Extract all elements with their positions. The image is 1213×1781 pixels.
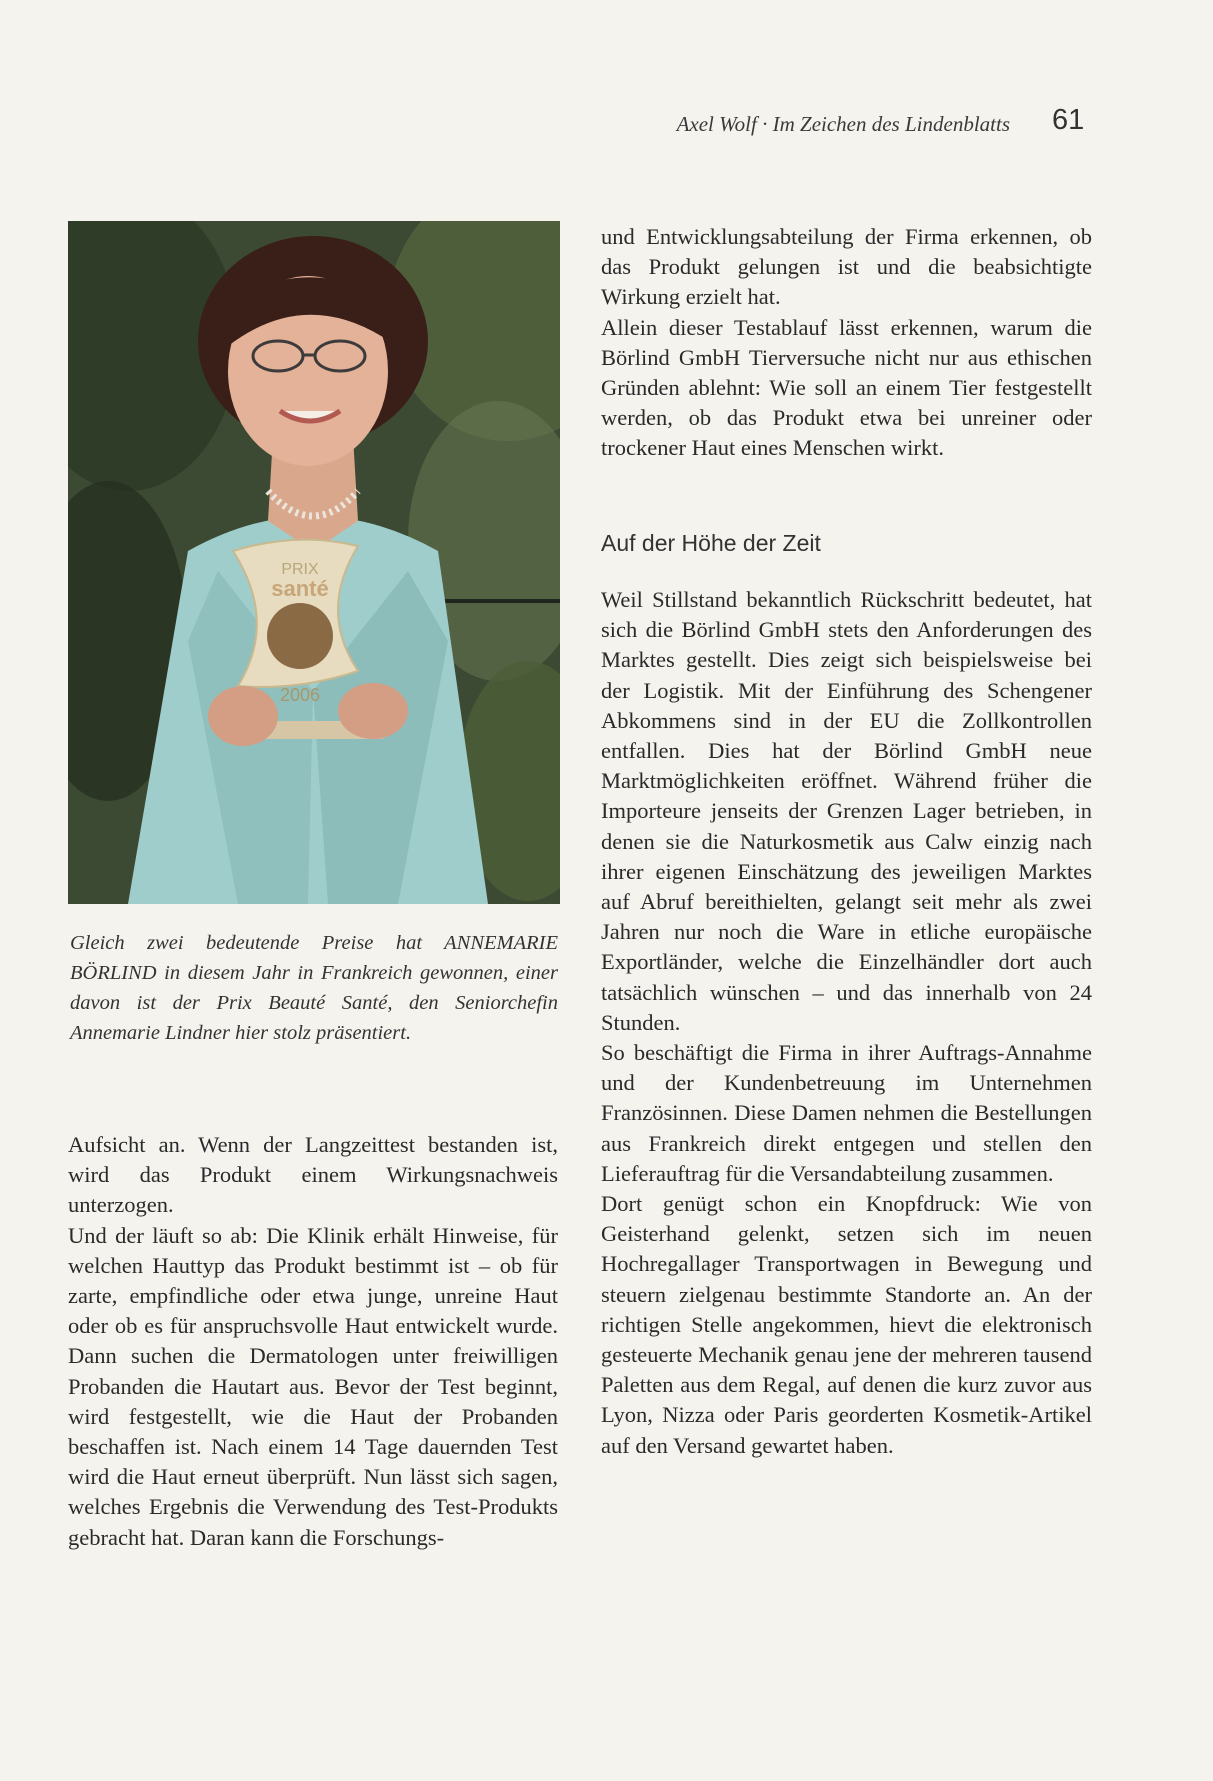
paragraph: und Entwicklungsabteilung der Firma erkennen, ob das Produkt gelungen ist und die beabsichtigte Wirkung erzielt hat.: [601, 224, 1092, 310]
right-column-bottom: [601, 585, 1092, 1461]
section-heading: Auf der Höhe der Zeit: [601, 530, 821, 556]
award-line-2: santé: [271, 576, 329, 601]
paragraph: Weil Stillstand bekanntlich Rückschritt bedeutet, hat sich die Börlind GmbH stets den Anforderungen des Marktes gestellt. Dies zeigt sich beispielsweise bei der Logistik. Mit der Einführung des Schengener Abkommens sind in der EU die Zollkontrollen entfallen. Dies hat der Börlind GmbH neue Marktmöglichkeiten eröffnet. Während früher die Importeure jenseits der Grenzen Lager betrieben, in denen sie die Naturkosmetik aus Calw einzig nach ihrer eigenen Einschätzung des jeweiligen Marktes auf Abruf bereithielten, gelangt seit mehr als zwei Jahren nur noch die Ware in etliche europäische Exportländer, welche die Einzelhändler dort auch tatsächlich wünschen – und das innerhalb von 24 Stunden.: [601, 587, 1092, 1035]
photo-caption: Gleich zwei bedeutende Preise hat ANNEMARIE BÖRLIND in diesem Jahr in Frankreich gewonnen, einer davon ist der Prix Beauté Santé, den Seniorchefin Annemarie Lindner hier stolz präsentiert.: [70, 932, 558, 1044]
paragraph: Aufsicht an. Wenn der Langzeittest bestanden ist, wird das Produkt einem Wirkungsnachweis unterzogen.: [68, 1132, 558, 1218]
paragraph: So beschäftigt die Firma in ihrer Auftrags-Annahme und der Kundenbetreuung im Unternehmen Französinnen. Diese Damen nehmen die Bestellungen aus Frankreich direkt entgegen und stellen den Lieferauftrag für die Versandabteilung zusammen.: [601, 1040, 1092, 1186]
portrait-photo: [68, 221, 560, 904]
paragraph: Allein dieser Testablauf lässt erkennen, warum die Börlind GmbH Tierversuche nicht nur aus ethischen Gründen ablehnt: Wie soll an einem Tier festgestellt werden, ob das Produkt etwa bei unreiner oder trockener Haut eines Menschen wirkt.: [601, 314, 1092, 461]
right-column-top: [601, 222, 1092, 464]
award-line-3: 2006: [279, 685, 321, 705]
left-column: [68, 1130, 558, 1553]
portrait-photo-icon: [68, 221, 560, 904]
paragraph: Und der läuft so ab: Die Klinik erhält Hinweise, für welchen Hauttyp das Produkt bestimmt ist – ob für zarte, empfindliche oder etwa junge, unreine Haut oder ob es für anspruchsvolle Haut entwickelt wurde. Dann suchen die Dermatologen unter freiwilligen Probanden die Hautart aus. Bevor der Test beginnt, wird festgestellt, wie die Haut der Probanden beschaffen ist. Nach einem 14 Tage dauernden Test wird die Haut erneut überprüft. Nun lässt sich sagen, welches Ergebnis die Verwendung des Test-Produkts gebracht hat. Daran kann die Forschungs-: [68, 1222, 558, 1550]
page-number: 61: [1052, 104, 1085, 136]
award-line-1: PRIX: [281, 561, 319, 578]
paragraph: Dort genügt schon ein Knopfdruck: Wie von Geisterhand gelenkt, setzen sich im neuen Hochregallager Transportwagen in Bewegung und steuern zielgenau bestimmte Standorte an. An der richtigen Stelle angekommen, hievt die elektronisch gesteuerte Mechanik genau jene der mehreren tausend Paletten aus dem Regal, auf denen die kurz zuvor aus Lyon, Nizza oder Paris georderten Kosmetik-Artikel auf den Versand gewartet haben.: [601, 1191, 1092, 1458]
running-head: Axel Wolf · Im Zeichen des Lindenblatts: [676, 112, 1010, 136]
